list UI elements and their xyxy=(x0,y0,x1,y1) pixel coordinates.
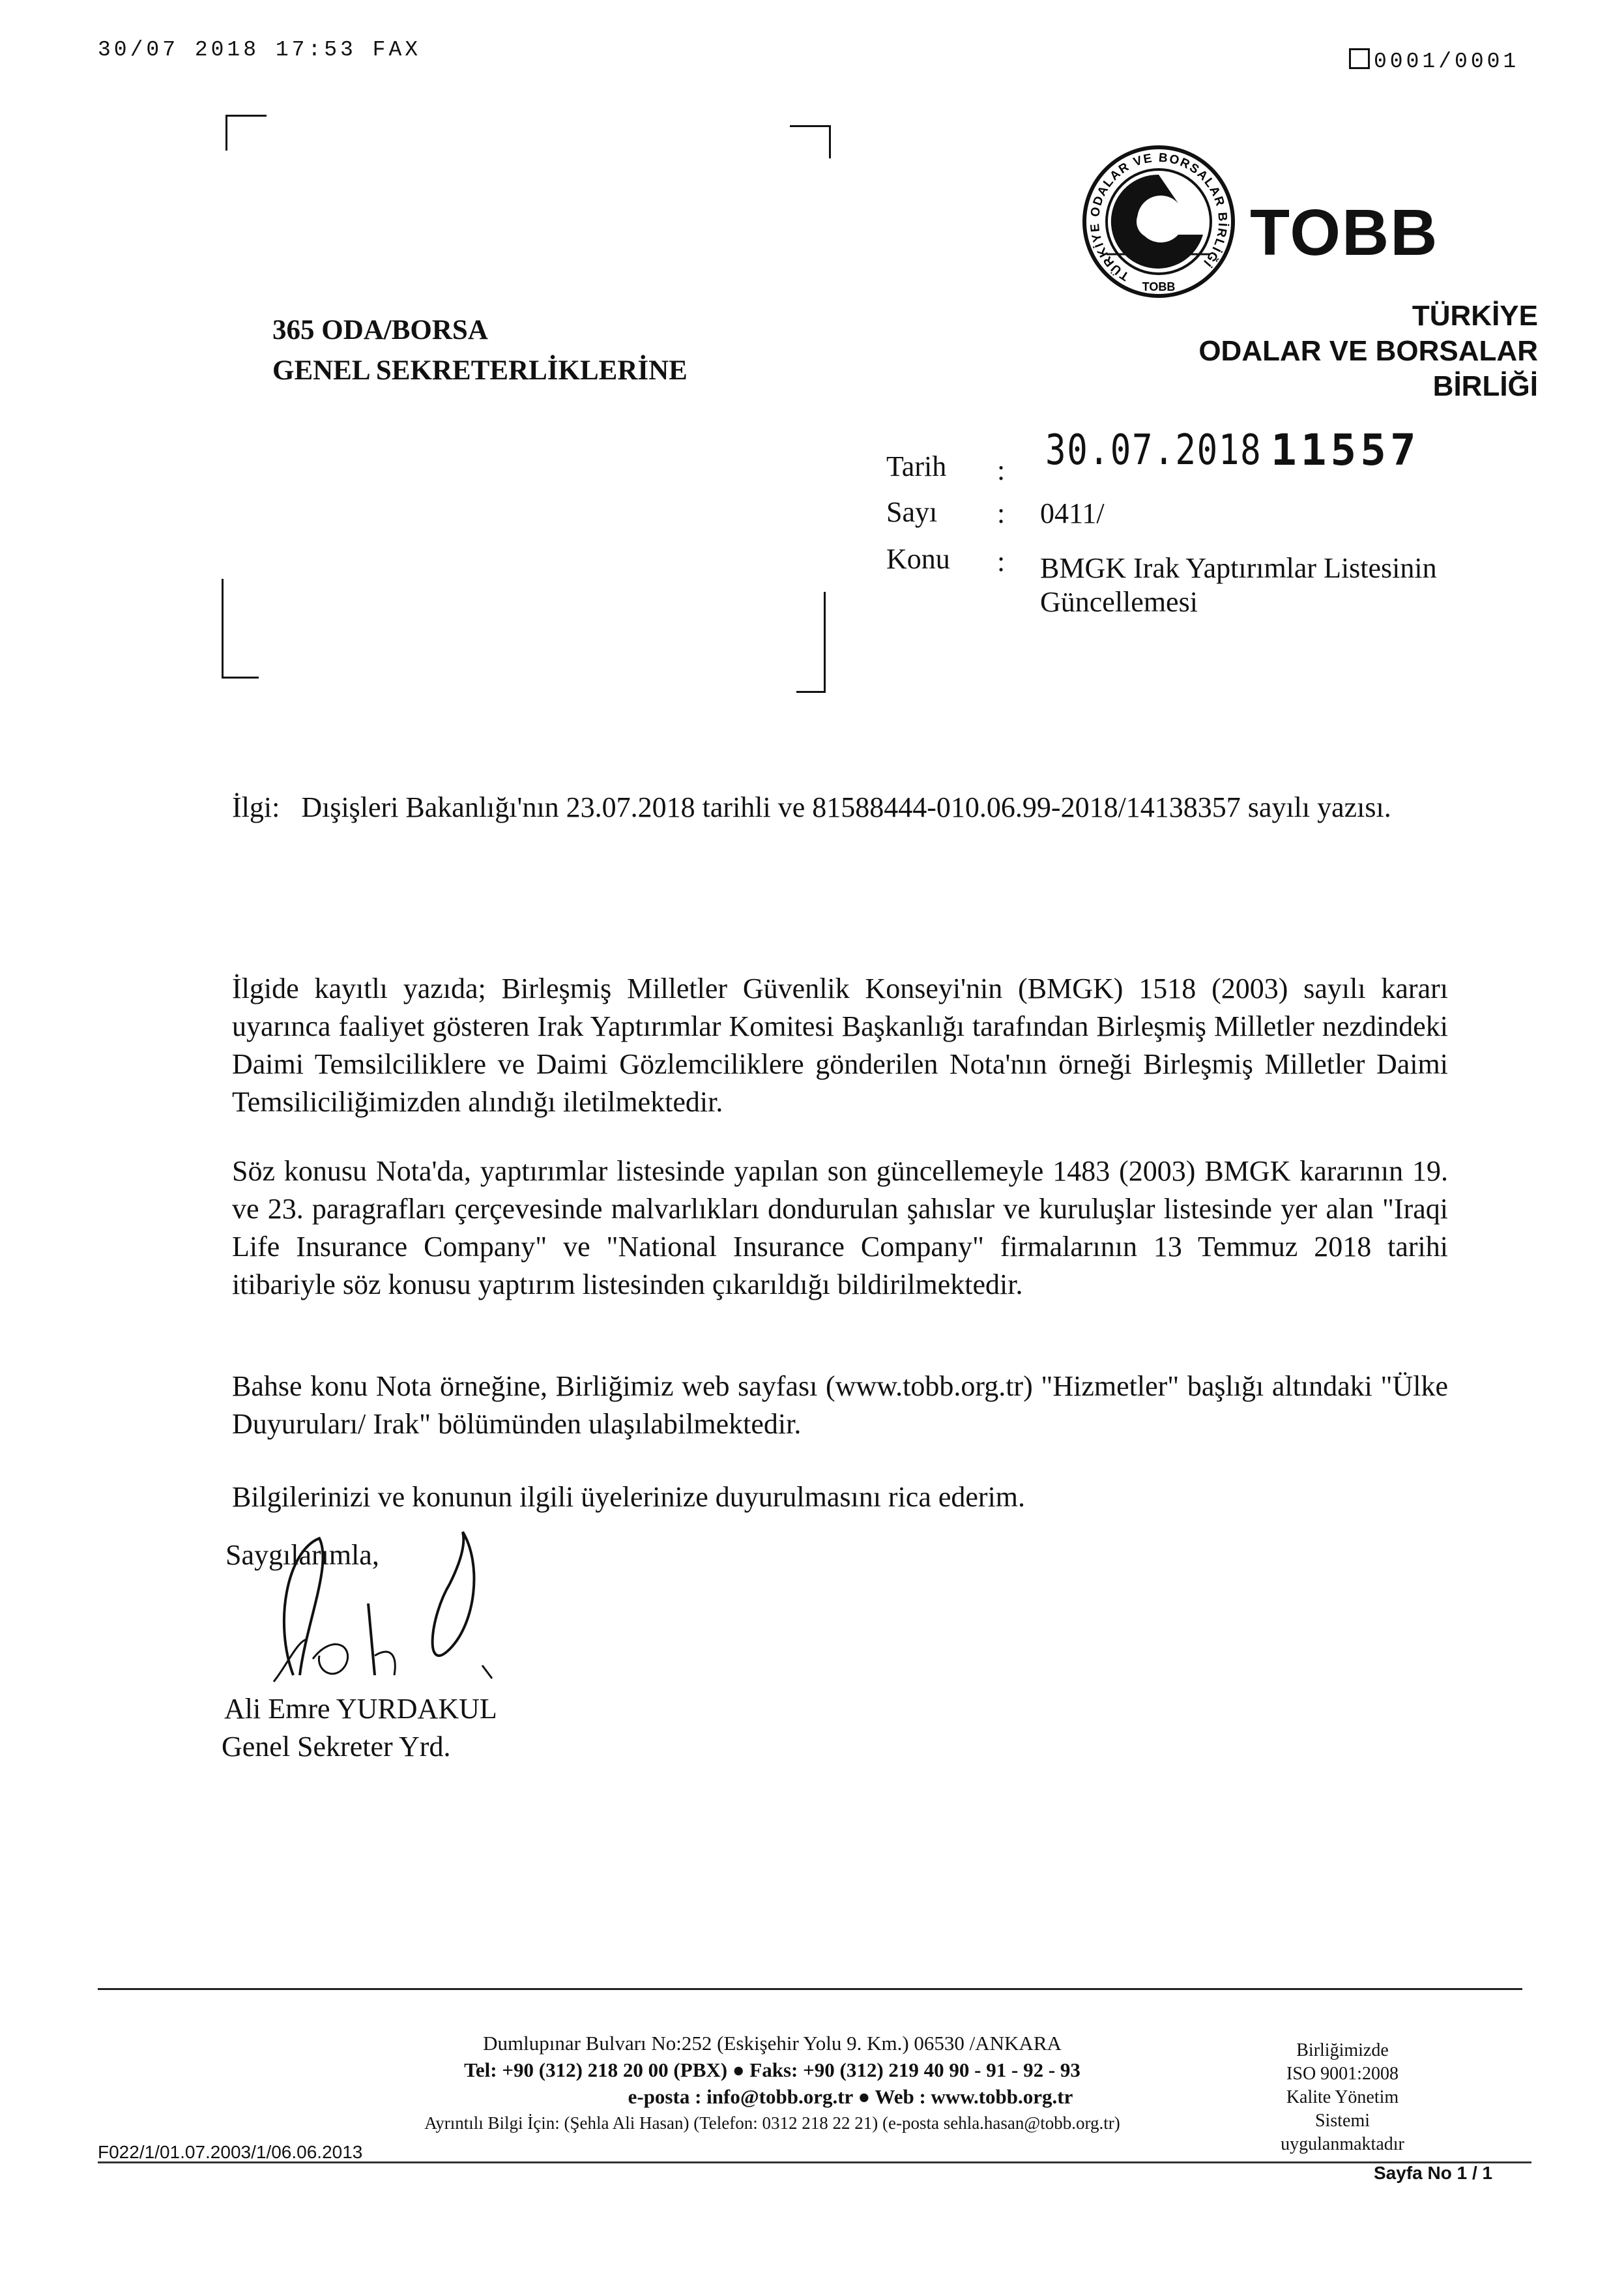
address-corner-bottom-right xyxy=(796,592,826,693)
address-corner-top-right xyxy=(790,125,831,158)
iso-line-2: ISO 9001:2008 xyxy=(1286,2064,1399,2084)
recipient-line-2: GENEL SEKRETERLİKLERİNE xyxy=(272,355,688,386)
tobb-subtitle-line-2: ODALAR VE BORSALAR xyxy=(1198,335,1538,367)
recipient-block xyxy=(272,310,688,391)
body-paragraph-4: Bilgilerinizi ve konunun ilgili üyelerinize duyurulmasını rica ederim. xyxy=(232,1481,1026,1513)
footer-email-web: e-posta : info@tobb.org.tr ● Web : www.tobb.org.tr xyxy=(628,2085,1073,2108)
footer-phone-fax: Tel: +90 (312) 218 20 00 (PBX) ● Faks: +90 (312) 219 40 90 - 91 - 92 - 93 xyxy=(464,2058,1080,2081)
address-corner-bottom-left xyxy=(222,579,259,679)
iso-line-4: uygulanmaktadır xyxy=(1281,2134,1404,2154)
tobb-subtitle-line-3: BİRLİĞİ xyxy=(1432,370,1538,402)
tarih-colon: : xyxy=(997,454,1006,486)
tobb-logo xyxy=(1080,143,1237,300)
ilgi-reference xyxy=(232,789,1448,827)
signatory-name: Ali Emre YURDAKUL xyxy=(224,1693,497,1725)
tobb-subtitle-line-1: TÜRKİYE xyxy=(1412,300,1538,332)
bottom-divider xyxy=(98,2161,1531,2163)
footer-address: Dumlupınar Bulvarı No:252 (Eskişehir Yolu 9. Km.) 06530 /ANKARA xyxy=(483,2032,1062,2055)
konu-value-line-1: BMGK Irak Yaptırımlar Listesinin xyxy=(1040,552,1437,584)
page-number: Sayfa No 1 / 1 xyxy=(1374,2163,1493,2183)
fax-page-count: 0001/0001 xyxy=(1374,50,1520,74)
recipient-line-1: 365 ODA/BORSA xyxy=(272,315,488,345)
sayi-label: Sayı xyxy=(886,496,938,528)
signatory-title: Genel Sekreter Yrd. xyxy=(222,1731,451,1763)
konu-colon: : xyxy=(997,546,1006,578)
body-paragraph-1: İlgide kayıtlı yazıda; Birleşmiş Milletler Güvenlik Konseyi'nin (BMGK) 1518 (2003) sayılı kararı uyarınca faaliyet gösteren Irak Yaptırımlar Komitesi Başkanlığı tarafından Birleşmiş Milletler nezdindeki Daimi Temsilciliklere ve Daimi Gözlemciliklere gönderilen Nota'nın örneği Birleşmiş Milletler Daimi Temsiliciliğimizden alındığı iletilmektedir. xyxy=(232,973,1448,1118)
fax-header-right xyxy=(1349,48,1519,74)
body-paragraph-2: Söz konusu Nota'da, yaptırımlar listesinde yapılan son güncellemeyle 1483 (2003) BMGK kararının 19. ve 23. paragrafları çerçevesinde malvarlıkları dondurulan şahıslar ve kuruluşlar listesinde yer alan "Iraqi Life Insurance Company" ve "National Insurance Company" firmalarının 13 Temmuz 2018 tarihi itibariyle söz konusu yaptırım listesinden çıkarıldığı bildirilmektedir. xyxy=(232,1155,1448,1300)
tobb-subtitle xyxy=(1167,299,1538,404)
footer-detail-contact: Ayrıntılı Bilgi İçin: (Şehla Ali Hasan) (Telefon: 0312 218 22 21) (e-posta sehla.hasan@tobb.org.tr) xyxy=(424,2113,1120,2133)
iso-line-3: Kalite Yönetim Sistemi xyxy=(1286,2087,1399,2131)
ilgi-text: Dışişleri Bakanlığı'nın 23.07.2018 tarihli ve 81588444-010.06.99-2018/14138357 sayılı yazısı. xyxy=(301,791,1391,823)
konu-label: Konu xyxy=(886,543,950,575)
konu-value-line-2: Güncellemesi xyxy=(1040,586,1198,618)
body-paragraph-3: Bahse konu Nota örneğine, Birliğimiz web sayfası (www.tobb.org.tr) "Hizmetler" başlığı altındaki "Ülke Duyuruları/ Irak" bölümünden ulaşılabilmektedir. xyxy=(232,1370,1448,1440)
konu-value xyxy=(1040,551,1437,619)
sayi-colon: : xyxy=(997,497,1006,529)
closing-greeting: Saygılarımla, xyxy=(225,1539,379,1571)
fax-header-left: 30/07 2018 17:53 FAX xyxy=(98,38,422,62)
form-code: F022/1/01.07.2003/1/06.06.2013 xyxy=(98,2142,363,2162)
tarih-value: 30.07.2018 xyxy=(1045,426,1262,475)
checkbox-icon xyxy=(1349,48,1370,69)
logo-ring-bottom: TOBB xyxy=(1142,280,1176,293)
iso-line-1: Birliğimizde xyxy=(1296,2040,1389,2060)
footer-iso-note xyxy=(1258,2039,1427,2156)
logo-ring-text: TÜRKİYE ODALAR VE BORSALAR BİRLİĞİ xyxy=(1088,151,1230,284)
tobb-wordmark: TOBB xyxy=(1250,196,1439,269)
sayi-value: 0411/ xyxy=(1040,497,1105,529)
ilgi-label: İlgi: xyxy=(232,791,280,823)
address-corner-top-left xyxy=(225,115,267,151)
tarih-label: Tarih xyxy=(886,450,947,482)
footer-contact xyxy=(365,2030,1180,2137)
signature xyxy=(235,1525,528,1688)
footer-divider xyxy=(98,1988,1522,1990)
registry-stamp-number: 11557 xyxy=(1271,425,1420,475)
